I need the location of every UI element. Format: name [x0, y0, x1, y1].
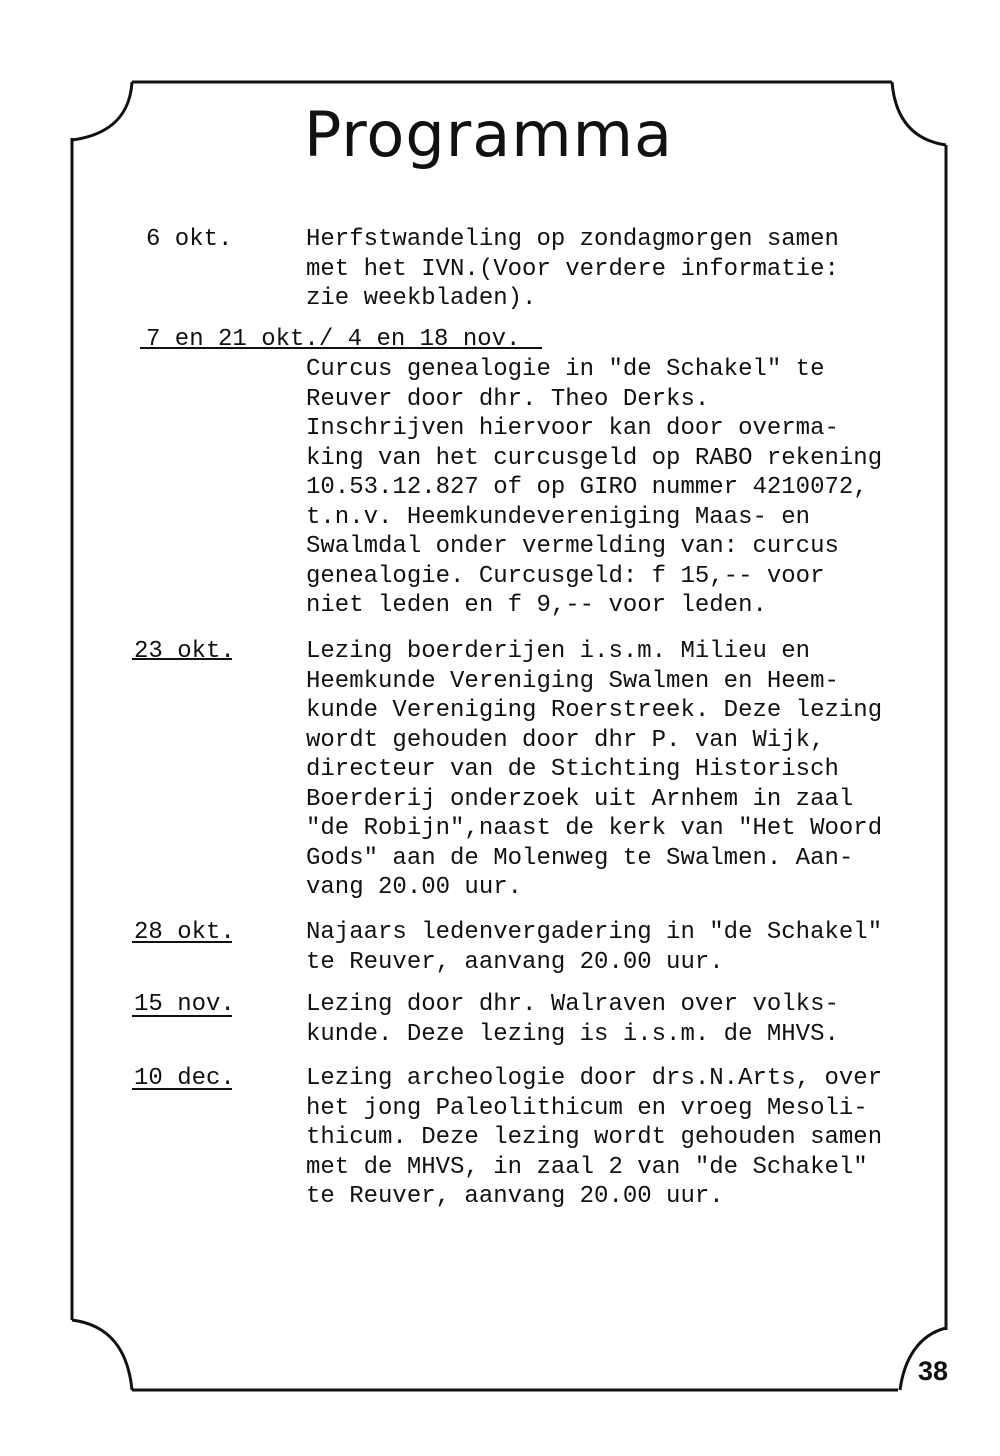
entry-line: kunde Vereniging Roerstreek. Deze lezing [306, 697, 883, 724]
entry-date: 10 dec. [134, 1065, 235, 1092]
entry-line: vang 20.00 uur. [306, 874, 523, 901]
entry-line: te Reuver, aanvang 20.00 uur. [306, 948, 724, 976]
entry-text [306, 918, 946, 977]
entry-line: Herfstwandeling op zondagmorgen samen [306, 226, 839, 253]
entry-line: Gods" aan de Molenweg te Swalmen. Aan- [306, 844, 854, 872]
entry-line: met het IVN.(Voor verdere informatie: [306, 255, 839, 283]
entry-line: genealogie. Curcusgeld: f 15,-- voor [306, 562, 825, 590]
entry-line: met de MHVS, in zaal 2 van "de Schakel" [306, 1153, 868, 1181]
entry-line: Lezing archeologie door drs.N.Arts, over [306, 1065, 883, 1092]
entry-line: Inschrijven hiervoor kan door overma- [306, 415, 839, 442]
entry-text [306, 225, 946, 314]
entry-line: Lezing boerderijen i.s.m. Milieu en [306, 638, 811, 665]
entry-date: 7 en 21 okt./ 4 en 18 nov. [146, 326, 521, 353]
entry-line: Heemkunde Vereniging Swalmen en Heem- [306, 667, 839, 695]
entry-line: 10.53.12.827 of op GIRO nummer 4210072, [306, 474, 868, 501]
entry-text [306, 355, 946, 621]
entry-date: 23 okt. [134, 638, 235, 665]
entry-date: 28 okt. [134, 919, 235, 946]
entry-line: niet leden en f 9,-- voor leden. [306, 592, 767, 619]
entry-line: t.n.v. Heemkundevereniging Maas- en [306, 503, 811, 531]
entry-date: 15 nov. [134, 991, 235, 1018]
entry-line: kunde. Deze lezing is i.s.m. de MHVS. [306, 1020, 839, 1048]
entry-line: Najaars ledenvergadering in "de Schakel" [306, 919, 883, 946]
entry-line: Curcus genealogie in "de Schakel" te [306, 356, 825, 383]
entry-line: Lezing door dhr. Walraven over volks- [306, 991, 839, 1018]
entry-line: Reuver door dhr. Theo Derks. [306, 385, 710, 413]
entry-line: het jong Paleolithicum en vroeg Mesoli- [306, 1094, 868, 1122]
entry-line: wordt gehouden door dhr P. van Wijk, [306, 726, 825, 754]
entry-line: "de Robijn",naast de kerk van "Het Woord [306, 815, 883, 842]
entry-line: zie weekbladen). [306, 285, 537, 312]
entry-text [306, 637, 946, 903]
entry-line: Swalmdal onder vermelding van: curcus [306, 533, 839, 560]
entry-line: king van het curcusgeld op RABO rekening [306, 444, 883, 472]
entry-line: thicum. Deze lezing wordt gehouden samen [306, 1124, 883, 1151]
entry-line: directeur van de Stichting Historisch [306, 756, 839, 783]
entry-date: 6 okt. [146, 226, 233, 253]
entry-text [306, 990, 946, 1049]
page-number: 38 [918, 1356, 949, 1386]
entry-line: Boerderij onderzoek uit Arnhem in zaal [306, 785, 854, 813]
entry-line: te Reuver, aanvang 20.00 uur. [306, 1183, 724, 1210]
page-title: Programma [304, 98, 673, 171]
entry-text [306, 1064, 946, 1212]
